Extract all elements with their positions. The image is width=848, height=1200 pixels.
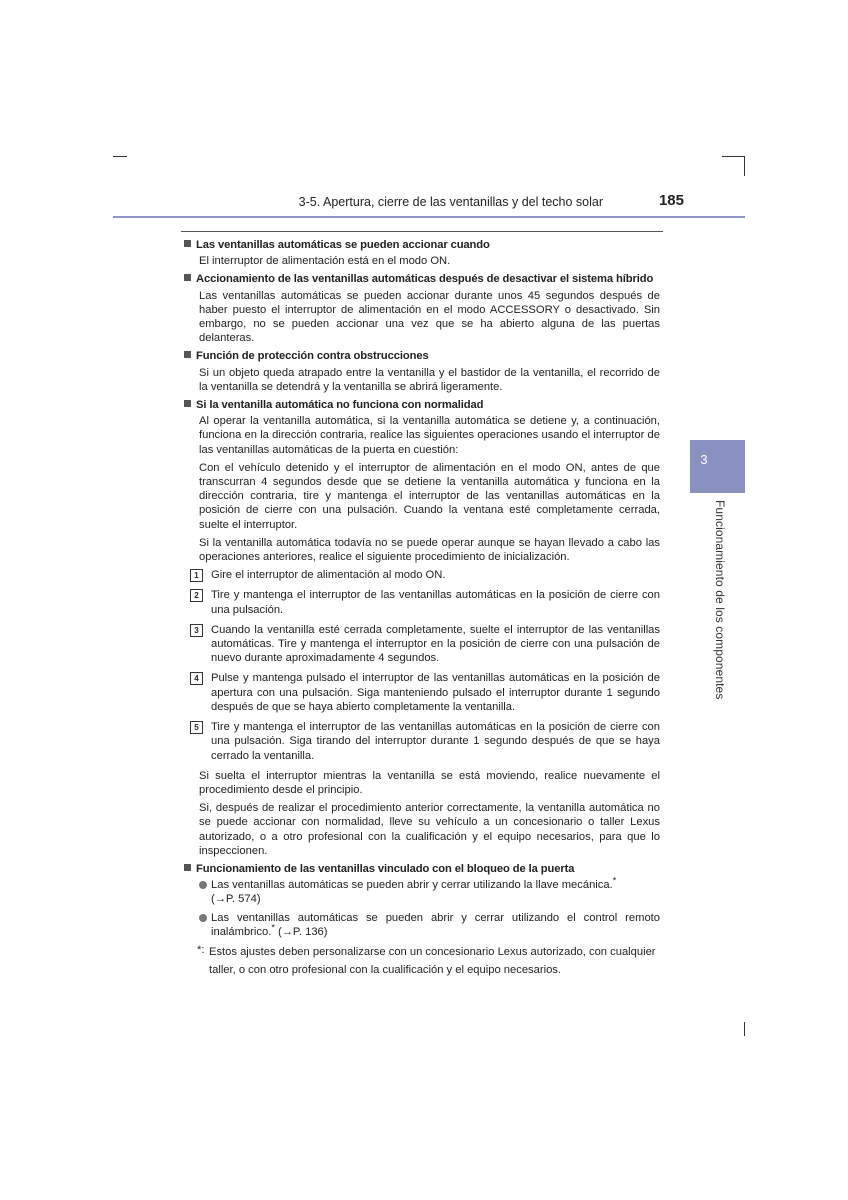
circle-bullet-icon: [199, 881, 207, 889]
footnote-text: Estos ajustes deben personalizarse con un concesionario Lexus autorizado, con cualquier taller, o con otro profesional con la cualificación y el equipo necesarios.: [209, 945, 656, 976]
square-bullet-icon: [184, 240, 191, 247]
page-number: 185: [658, 192, 684, 209]
paragraph: Con el vehículo detenido y el interruptor de alimentación en el modo ON, antes de que transcurran 4 segundos desde que se detiene la ventanilla automática y funciona en la dirección contraria, tire y mantenga el interruptor de las ventanillas automáticas en la posición de cierre con una pulsación. Cuando la ventana esté completamente cerrada, suelte el interruptor.: [199, 461, 660, 531]
procedure-step: [190, 720, 660, 763]
footnote-marker: *: [271, 922, 275, 932]
section-heading: Las ventanillas automáticas se pueden accionar cuando: [184, 238, 660, 252]
page-content: [184, 236, 660, 979]
paragraph: Las ventanillas automáticas se pueden accionar durante unos 45 segundos después de haber puesto el interruptor de alimentación en el modo ACCESSORY o desactivado. Sin embargo, no se pueden accionar una vez que se ha abierto alguna de las puertas delanteras.: [199, 289, 660, 345]
crop-mark-top-left: [113, 156, 127, 157]
bullet-text: Las ventanillas automáticas se pueden abrir y cerrar utilizando el control remoto inalámbrico.: [211, 911, 660, 938]
paragraph: Si un objeto queda atrapado entre la ventanilla y el bastidor de la ventanilla, el recorrido de la ventanilla se detendrá y la ventanilla se abrirá ligeramente.: [199, 366, 660, 393]
section-heading: Accionamiento de las ventanillas automáticas después de desactivar el sistema híbrido: [184, 272, 660, 286]
bullet-item: [199, 911, 660, 939]
chapter-number: 3: [700, 452, 708, 467]
procedure-step: [190, 588, 660, 616]
procedure-step: [190, 623, 660, 666]
section-heading: Si la ventanilla automática no funciona con normalidad: [184, 398, 660, 412]
square-bullet-icon: [184, 274, 191, 281]
step-number: 1: [190, 569, 203, 582]
bullet-item: [199, 875, 660, 906]
page-reference-link[interactable]: (→P. 136): [277, 925, 328, 938]
step-text: Cuando la ventanilla esté cerrada completamente, suelte el interruptor de las ventanillas automáticas. Tire y mantenga el interruptor en la posición de cierre con una pulsación de nuevo durante aproximadamente 4 segundos.: [211, 623, 660, 665]
crop-mark-top-right-h: [722, 156, 744, 157]
square-bullet-icon: [184, 351, 191, 358]
crop-mark-bottom-right: [744, 1022, 745, 1036]
square-bullet-icon: [184, 400, 191, 407]
footnote: [197, 943, 660, 979]
chapter-tab: [690, 440, 745, 493]
bullet-text: Las ventanillas automáticas se pueden abrir y cerrar utilizando la llave mecánica.: [211, 879, 613, 892]
footnote-marker: *: [612, 875, 617, 886]
step-text: Tire y mantenga el interruptor de las ventanillas automáticas en la posición de cierre con una pulsación.: [211, 589, 660, 616]
section-heading: Función de protección contra obstrucciones: [184, 349, 660, 363]
step-number: 5: [190, 721, 203, 734]
header-rule: [113, 216, 745, 218]
crop-mark-top-right-v: [744, 156, 745, 176]
footnote-mark: *:: [197, 943, 205, 956]
procedure-step: [190, 568, 660, 582]
content-rule: [181, 231, 663, 232]
paragraph: Si la ventanilla automática todavía no se puede operar aunque se hayan llevado a cabo las operaciones anteriores, realice el siguiente procedimiento de inicialización.: [199, 536, 660, 564]
procedure-step: [190, 671, 660, 714]
square-bullet-icon: [184, 864, 191, 871]
step-number: 4: [190, 672, 203, 685]
step-text: Tire y mantenga el interruptor de las ventanillas automáticas en la posición de cierre con una pulsación. Siga tirando del interruptor durante 1 segundo después de que se haya cerrado la ventanilla.: [211, 721, 660, 762]
paragraph: El interruptor de alimentación está en el modo ON.: [199, 255, 451, 268]
section-heading: Funcionamiento de las ventanillas vinculado con el bloqueo de la puerta: [184, 862, 660, 876]
circle-bullet-icon: [199, 914, 207, 922]
paragraph: Si suelta el interruptor mientras la ventanilla se está moviendo, realice nuevamente el procedimiento desde el principio.: [199, 769, 660, 796]
paragraph: Si, después de realizar el procedimiento anterior correctamente, la ventanilla automática no se puede accionar con normalidad, lleve su vehículo a un concesionario o taller Lexus autorizado, o a otro profesional con la cualificación y el equipo necesarios, para que lo inspeccionen.: [199, 802, 660, 857]
paragraph: Al operar la ventanilla automática, si la ventanilla automática se detiene y, a continuación, funciona en la dirección contraria, realice las siguientes operaciones usando el interruptor de las ventanillas automáticas de la puerta en cuestión:: [199, 415, 660, 456]
chapter-label: Funcionamiento de los componentes: [713, 500, 727, 700]
step-text: Gire el interruptor de alimentación al modo ON.: [211, 569, 446, 582]
step-text: Pulse y mantenga pulsado el interruptor de las ventanillas automáticas en la posición de apertura con una pulsación. Siga manteniendo pulsado el interruptor durante 1 segundo después de que se haya abierto completamente la ventanilla.: [211, 672, 660, 713]
step-number: 3: [190, 624, 203, 637]
step-number: 2: [190, 589, 203, 602]
section-title: 3-5. Apertura, cierre de las ventanillas y del techo solar: [298, 195, 603, 209]
page-reference-link[interactable]: (→P. 574): [211, 893, 261, 906]
